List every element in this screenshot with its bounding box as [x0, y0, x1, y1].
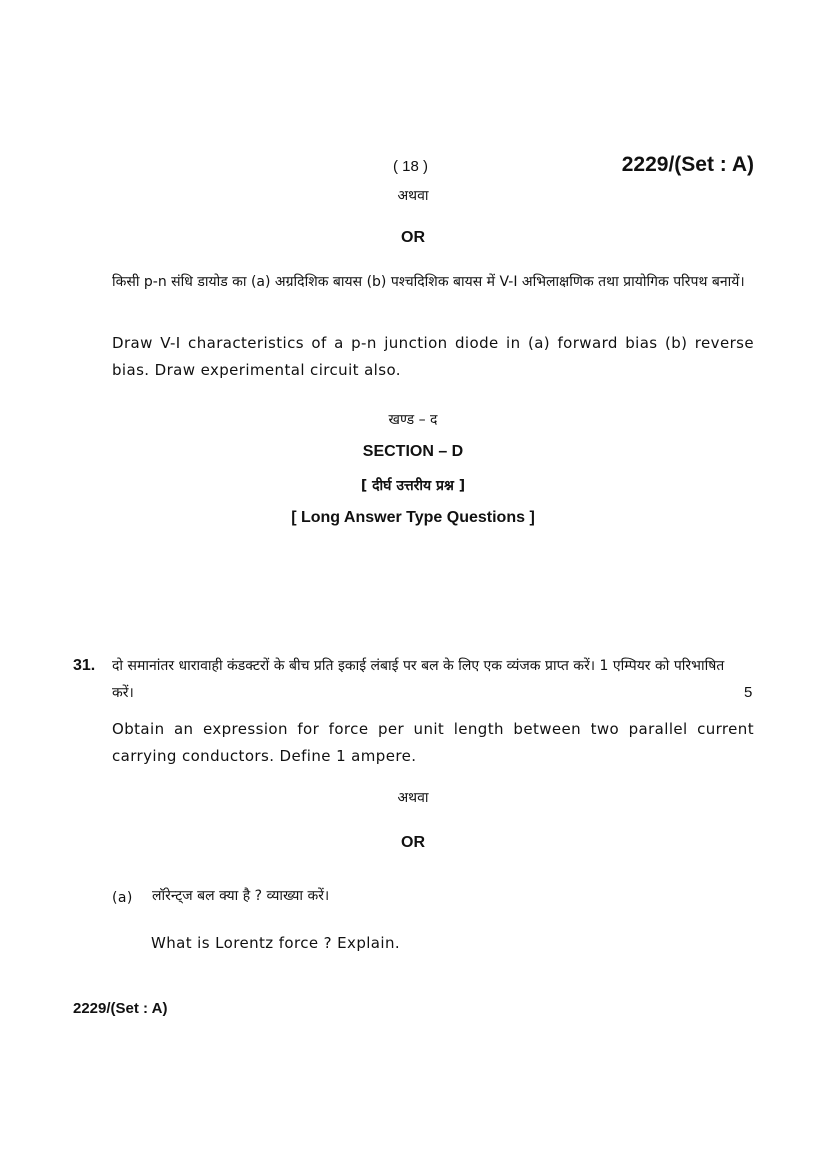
- question-english: Obtain an expression for force per unit length between two parallel current carrying conductors. Define 1 ampere.: [112, 720, 754, 765]
- section-subtitle-hindi: [ दीर्घ उत्तरीय प्रश्न ]: [360, 478, 466, 494]
- or-hindi-q31: अथवा: [397, 790, 429, 806]
- question-marks: 5: [744, 684, 753, 701]
- alt-question-english: Draw V-I characteristics of a p-n junction diode in (a) forward bias (b) reverse bias. Draw experimental circuit also.: [112, 334, 754, 379]
- question-hindi: दो समानांतर धारावाही कंडक्टरों के बीच प्रति इकाई लंबाई पर बल के लिए एक व्यंजक प्राप्त करें। 1 एम्पियर को परिभाषित करें।: [112, 658, 725, 701]
- or-english-top: OR: [401, 229, 425, 246]
- question-number: 31.: [73, 657, 96, 674]
- sub-question-english: What is Lorentz force ? Explain.: [151, 934, 401, 952]
- sub-question-hindi: लॉरेन्ट्ज बल क्या है ? व्याख्या करें।: [152, 888, 330, 904]
- paper-code-header: 2229/(Set : A): [621, 153, 754, 176]
- section-title-hindi: खण्ड – द: [388, 412, 438, 428]
- sub-question-label: (a): [112, 890, 133, 906]
- or-english-q31: OR: [401, 834, 425, 851]
- page-number: ( 18 ): [393, 158, 429, 175]
- section-title-english: SECTION – D: [362, 443, 464, 460]
- paper-code-footer: 2229/(Set : A): [73, 1000, 168, 1017]
- alt-question-hindi: किसी p-n संधि डायोड का (a) अग्रदिशिक बायस (b) पश्चदिशिक बायस में V-I अभिलाक्षणिक तथा प्रायोगिक परिपथ बनायें।: [112, 274, 745, 290]
- section-subtitle-english: [ Long Answer Type Questions ]: [291, 509, 535, 526]
- or-hindi-top: अथवा: [397, 188, 429, 204]
